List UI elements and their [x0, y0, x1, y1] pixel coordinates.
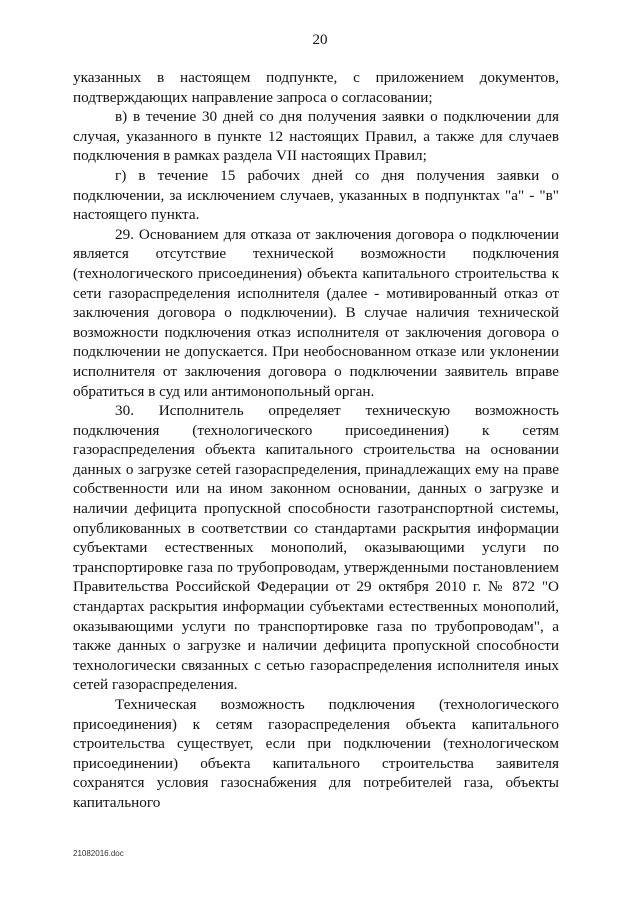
- paragraph-continuation: указанных в настоящем подпункте, с приложением документов, подтверждающих направление запроса о согласовании;: [73, 69, 559, 106]
- paragraph-technical-capability: Техническая возможность подключения (технологического присоединения) к сетям газораспределения объекта капитального строительства существует, если при подключении (технологическом присоединении) объекта капитального строительства заявителя сохранятся условия газоснабжения для потребителей газа, объекты капитального: [73, 696, 559, 811]
- page-number: 20: [312, 32, 328, 48]
- paragraph-clause-29: 29. Основанием для отказа от заключения договора о подключении является отсутствие технической возможности подключения (технологического присоединения) объекта капитального строительства к сети газораспределения исполнителя (далее - мотивированный отказ от заключения договора о подключении). В случае наличия технической возможности подключения отказ исполнителя от заключения договора о подключении не допускается. При необоснованном отказе или уклонении исполнителя от заключения договора о подключении заявитель вправе обратиться в суд или антимонопольный орган.: [73, 225, 559, 400]
- document-body: [73, 68, 559, 813]
- paragraph-subitem-g: г) в течение 15 рабочих дней со дня получения заявки о подключении, за исключением случаев, указанных в подпунктах "а" - "в" настоящего пункта.: [73, 166, 559, 224]
- footer-filename: 21082016.doc: [73, 849, 124, 858]
- paragraph-clause-30: 30. Исполнитель определяет техническую возможность подключения (технологического присоединения) к сетям газораспределения объекта капитального строительства на основании данных о загрузке сетей газораспределения, принадлежащих ему на праве собственности или на ином законном основании, данных о загрузке и наличии дефицита пропускной способности газотранспортной системы, опубликованных в соответствии со стандартами раскрытия информации субъектами естественных монополий, оказывающими услуги по транспортировке газа по трубопроводам, утвержденными постановлением Правительства Российской Федерации от 29 октября 2010 г. № 872 "О стандартах раскрытия информации субъектами естественных монополий, оказывающими услуги по транспортировке газа по трубопроводам", а также данных о загрузке и наличии дефицита пропускной способности технологически связанных с сетью газораспределения исполнителя иных сетей газораспределения.: [73, 402, 559, 694]
- paragraph-subitem-v: в) в течение 30 дней со дня получения заявки о подключении для случая, указанного в пункте 12 настоящих Правил, а также для случаев подключения в рамках раздела VII настоящих Правил;: [73, 108, 559, 165]
